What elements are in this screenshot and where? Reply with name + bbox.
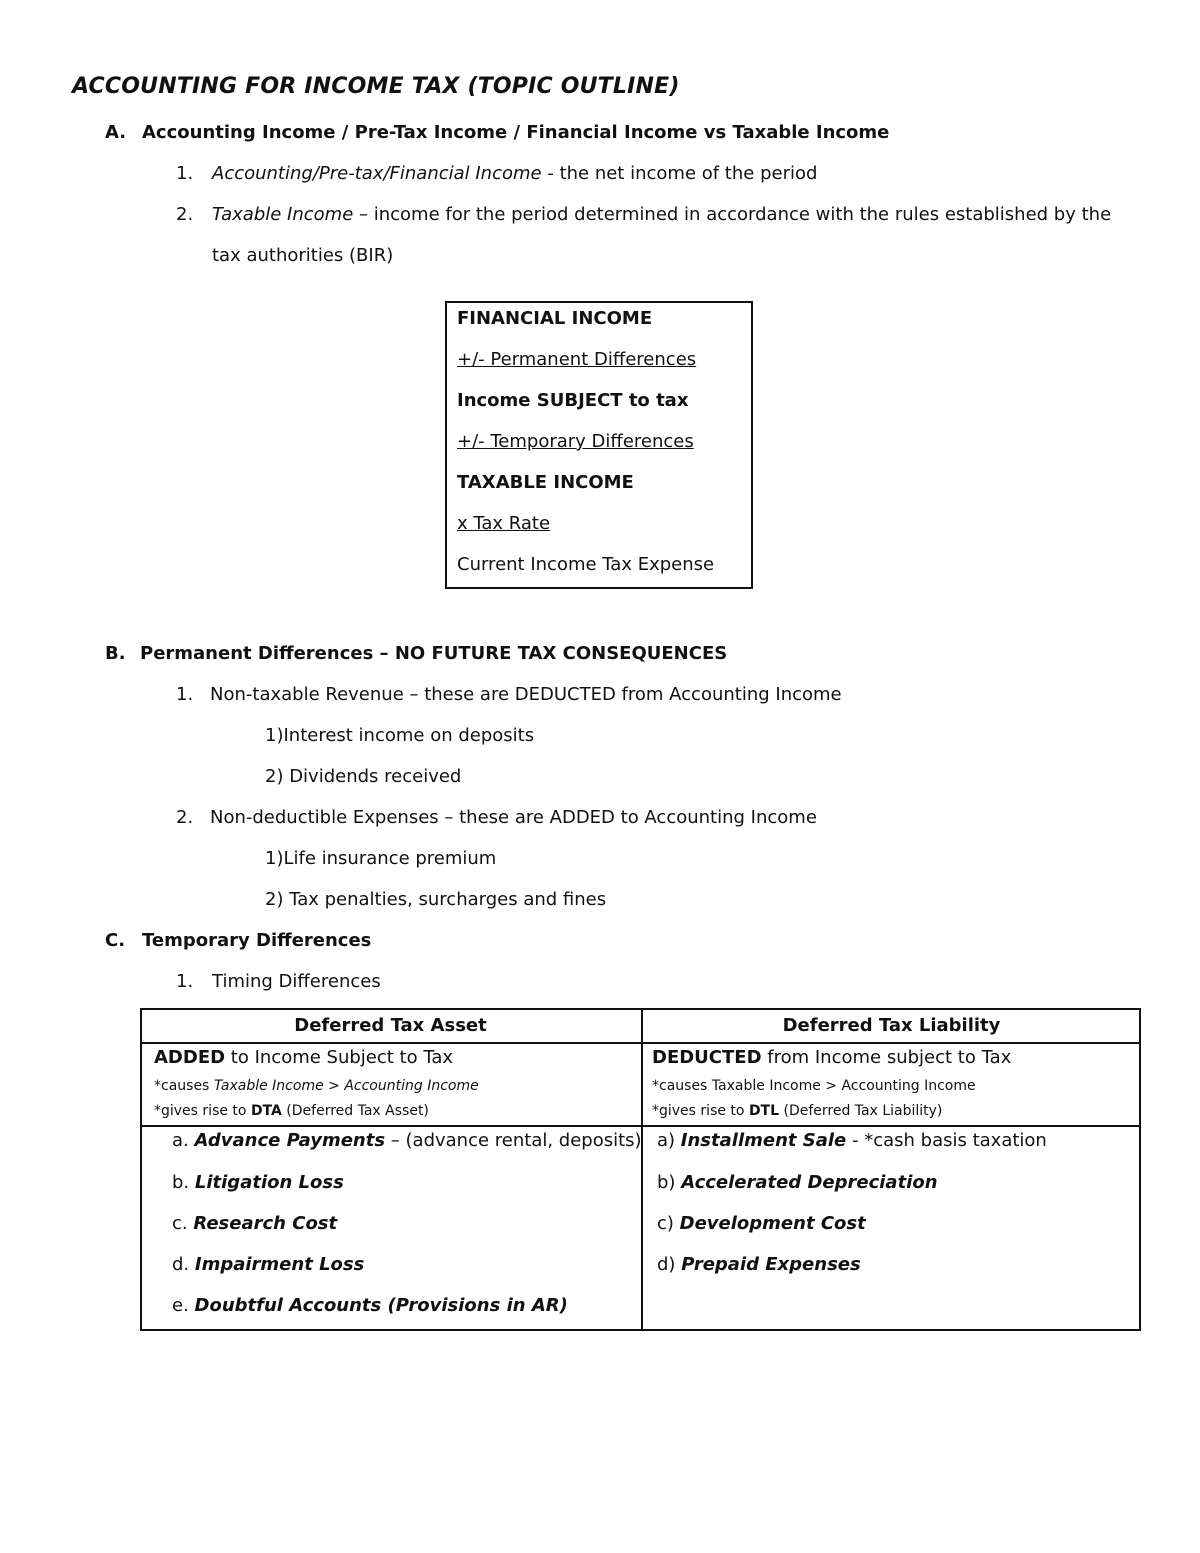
box-line-income-subject-to-tax: Income SUBJECT to tax [457, 390, 689, 411]
item-marker: a. [172, 1130, 189, 1151]
definition-continued: tax authorities (BIR) [212, 245, 394, 266]
dtl-gives-rise [652, 1103, 942, 1119]
dta-item [172, 1254, 364, 1275]
sub-item: 1)Life insurance premium [265, 848, 497, 869]
dta-causes [154, 1078, 479, 1094]
list-number: 2. [176, 204, 194, 225]
item-marker: c) [657, 1213, 674, 1234]
dtl-description [652, 1047, 1011, 1068]
sub-item: 1)Interest income on deposits [265, 725, 535, 746]
list-item-text [212, 163, 817, 184]
list-number: 1. [176, 163, 194, 184]
item-marker: d) [657, 1254, 676, 1275]
section-a-marker: A. [105, 122, 127, 143]
box-line-financial-income: FINANCIAL INCOME [457, 308, 653, 329]
dta-abbr: DTA [250, 1103, 282, 1119]
dta-gives-rise [154, 1103, 429, 1119]
dtl-item [657, 1254, 861, 1275]
item-title: Development Cost [679, 1213, 866, 1234]
definition: the net income of the period [559, 163, 818, 184]
page-title: ACCOUNTING FOR INCOME TAX (TOPIC OUTLINE) [72, 74, 680, 99]
item-marker: d. [172, 1254, 190, 1275]
item-title: Advance Payments [194, 1130, 386, 1151]
item-title: Accelerated Depreciation [681, 1172, 938, 1193]
list-item [176, 163, 193, 184]
table-divider [142, 1042, 1139, 1044]
separator: - [541, 163, 560, 184]
section-c-heading: Temporary Differences [142, 930, 372, 951]
dta-item [172, 1295, 568, 1316]
dtl-causes: *causes Taxable Income > Accounting Income [652, 1078, 976, 1094]
section-b-heading-main: Permanent Differences [140, 643, 374, 664]
box-line-tax-rate: x Tax Rate [457, 513, 551, 534]
dta-description [154, 1047, 453, 1068]
dtl-deducted: DEDUCTED [652, 1047, 762, 1068]
item-marker: c. [172, 1213, 188, 1234]
dta-causes-star: *causes [154, 1078, 214, 1094]
item-extra: - *cash basis taxation [846, 1130, 1047, 1151]
definition: income for the period determined in accordance with the rules established by the [373, 204, 1112, 225]
dta-added-rest: to Income Subject to Tax [225, 1047, 454, 1068]
header-deferred-tax-asset: Deferred Tax Asset [294, 1015, 487, 1036]
section-a-heading: Accounting Income / Pre-Tax Income / Financial Income vs Taxable Income [142, 122, 890, 143]
dtl-gives-post: (Deferred Tax Liability) [779, 1103, 943, 1119]
item-title: Doubtful Accounts (Provisions in AR) [194, 1295, 568, 1316]
table-divider [641, 1010, 643, 1329]
table-divider [142, 1125, 1139, 1127]
item-marker: b. [172, 1172, 190, 1193]
list-item-text: Non-taxable Revenue – these are DEDUCTED from Accounting Income [210, 684, 842, 705]
item-title: Impairment Loss [194, 1254, 365, 1275]
dta-gives-post: (Deferred Tax Asset) [281, 1103, 429, 1119]
separator: – [353, 204, 374, 225]
dta-item [172, 1213, 337, 1234]
item-title: Litigation Loss [194, 1172, 344, 1193]
item-title: Installment Sale [680, 1130, 847, 1151]
list-item-text: Non-deductible Expenses – these are ADDED to Accounting Income [210, 807, 817, 828]
section-b-marker: B. [105, 643, 126, 664]
section-b-heading [140, 643, 727, 664]
item-title: Prepaid Expenses [681, 1254, 861, 1275]
box-line-current-income-tax-expense: Current Income Tax Expense [457, 554, 715, 575]
dtl-abbr: DTL [748, 1103, 780, 1119]
section-b-heading-sub: – NO FUTURE TAX CONSEQUENCES [373, 643, 728, 664]
dtl-gives-pre: *gives rise to [652, 1103, 749, 1119]
list-number: 2. [176, 807, 194, 828]
item-extra: – (advance rental, deposits) [385, 1130, 642, 1151]
term: Taxable Income [212, 204, 354, 225]
section-c-marker: C. [105, 930, 126, 951]
dta-item [172, 1172, 344, 1193]
deferred-tax-table [140, 1008, 1141, 1331]
dtl-deducted-rest: from Income subject to Tax [761, 1047, 1012, 1068]
item-title: Research Cost [193, 1213, 338, 1234]
list-item-text: Timing Differences [212, 971, 381, 992]
list-number: 1. [176, 971, 194, 992]
box-line-permanent-differences: +/- Permanent Differences [457, 349, 697, 370]
item-marker: a) [657, 1130, 676, 1151]
list-item [176, 204, 193, 225]
item-marker: b) [657, 1172, 676, 1193]
sub-item: 2) Tax penalties, surcharges and fines [265, 889, 607, 910]
dtl-item [657, 1130, 1047, 1151]
list-item-text [212, 204, 1111, 225]
dtl-item [657, 1172, 938, 1193]
list-number: 1. [176, 684, 194, 705]
dta-gives-pre: *gives rise to [154, 1103, 251, 1119]
dta-added: ADDED [154, 1047, 226, 1068]
box-line-taxable-income: TAXABLE INCOME [457, 472, 634, 493]
financial-income-box [445, 301, 753, 589]
dtl-item [657, 1213, 866, 1234]
dta-item [172, 1130, 642, 1151]
term: Accounting/Pre-tax/Financial Income [212, 163, 542, 184]
sub-item: 2) Dividends received [265, 766, 462, 787]
box-line-temporary-differences: +/- Temporary Differences [457, 431, 694, 452]
item-marker: e. [172, 1295, 189, 1316]
dta-causes-text: Taxable Income > Accounting Income [213, 1078, 479, 1094]
header-deferred-tax-liability: Deferred Tax Liability [782, 1015, 1001, 1036]
